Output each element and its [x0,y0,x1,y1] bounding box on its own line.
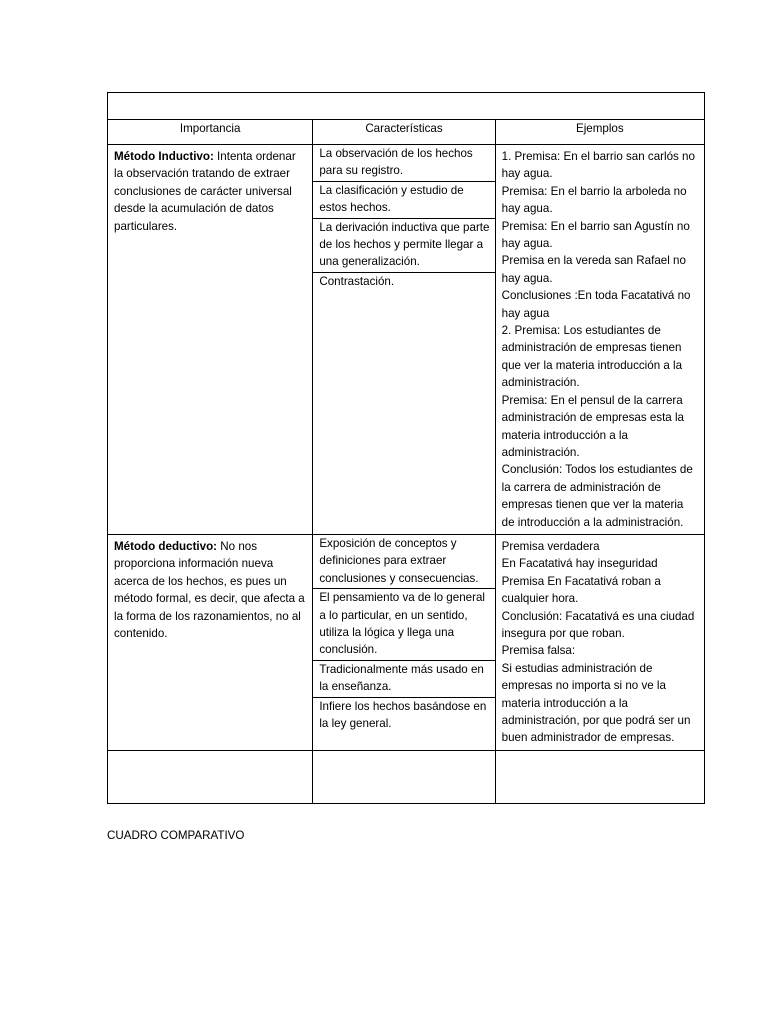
header-ejemplos: Ejemplos [495,120,704,145]
table-row [108,534,705,750]
table-header-row [108,120,705,145]
example-line: 1. Premisa: En el barrio san carlós no hay agua. [501,150,695,181]
empty-table-row [108,750,705,803]
characteristic-item: Tradicionalmente más usado en la enseñanza. [313,661,494,698]
characteristic-item: Infiere los hechos basándose en la ley general. [319,699,487,730]
empty-cell [313,750,495,803]
method-label: Método deductivo: [114,539,218,553]
example-line: Si estudias administración de empresas no importa si no ve la materia introducción a la administración, por que podrá ser un buen administrador de empresas. [501,661,691,745]
example-line: Premisa verdadera [501,539,600,553]
example-line: Premisa falsa: [501,644,576,658]
characteristic-item: Exposición de conceptos y definiciones para extraer conclusiones y consecuencias. [313,535,494,589]
characteristic-item: El pensamiento va de lo general a lo particular, en un sentido, utiliza la lógica y llega una conclusión. [313,589,494,661]
table-title-cell [108,93,705,120]
examples-cell [495,534,704,750]
example-line: Conclusiones :En toda Facatativá no hay agua [501,289,691,320]
method-text: Intenta ordenar la observación tratando de extraer conclusiones de carácter universal desde la acumulación de datos particulares. [114,150,296,233]
example-line: Premisa En Facatativá roban a cualquier hora. [501,574,661,606]
importance-cell [108,534,313,750]
header-importancia: Importancia [108,120,313,145]
method-text: No nos proporciona información nueva acerca de los hechos, es pues un método formal, es decir, que afecta a la forma de los razonamientos, no al contenido. [114,539,305,640]
comparison-table [107,92,705,804]
table-row [108,145,705,535]
empty-cell [495,750,704,803]
example-line: Conclusión: Facatativá es una ciudad insegura por que roban. [501,609,695,640]
importance-cell [108,145,313,535]
examples-cell [495,145,704,535]
method-description [108,145,312,238]
example-line: Premisa: En el pensul de la carrera administración de empresas esta la materia introducción a la administración. [501,393,684,459]
example-line: 2. Premisa: Los estudiantes de administración de empresas tienen que ver la materia introducción a la administración. [501,324,683,390]
header-caracteristicas: Características [313,120,495,145]
table-title-row [108,93,705,120]
characteristics-cell [313,145,495,535]
empty-cell [108,750,313,803]
characteristics-cell [313,534,495,750]
characteristic-item: La derivación inductiva que parte de los hechos y permite llegar a una generalización. [313,219,494,273]
example-line: Premisa en la vereda san Rafael no hay agua. [501,254,686,285]
example-line: Premisa: En el barrio la arboleda no hay agua. [501,184,687,216]
characteristic-item: La clasificación y estudio de estos hechos. [313,182,494,219]
example-line: Premisa: En el barrio san Agustín no hay agua. [501,219,690,251]
method-description [108,535,312,645]
characteristic-item: Contrastación. [319,274,395,288]
document-caption: CUADRO COMPARATIVO [107,829,245,842]
method-label: Método Inductivo: [114,150,214,163]
characteristic-item: La observación de los hechos para su registro. [313,145,494,182]
example-line: En Facatativá hay inseguridad [501,557,658,571]
example-line: Conclusión: Todos los estudiantes de la carrera de administración de empresas tienen que ver la materia de introducción a la administración. [501,463,693,529]
